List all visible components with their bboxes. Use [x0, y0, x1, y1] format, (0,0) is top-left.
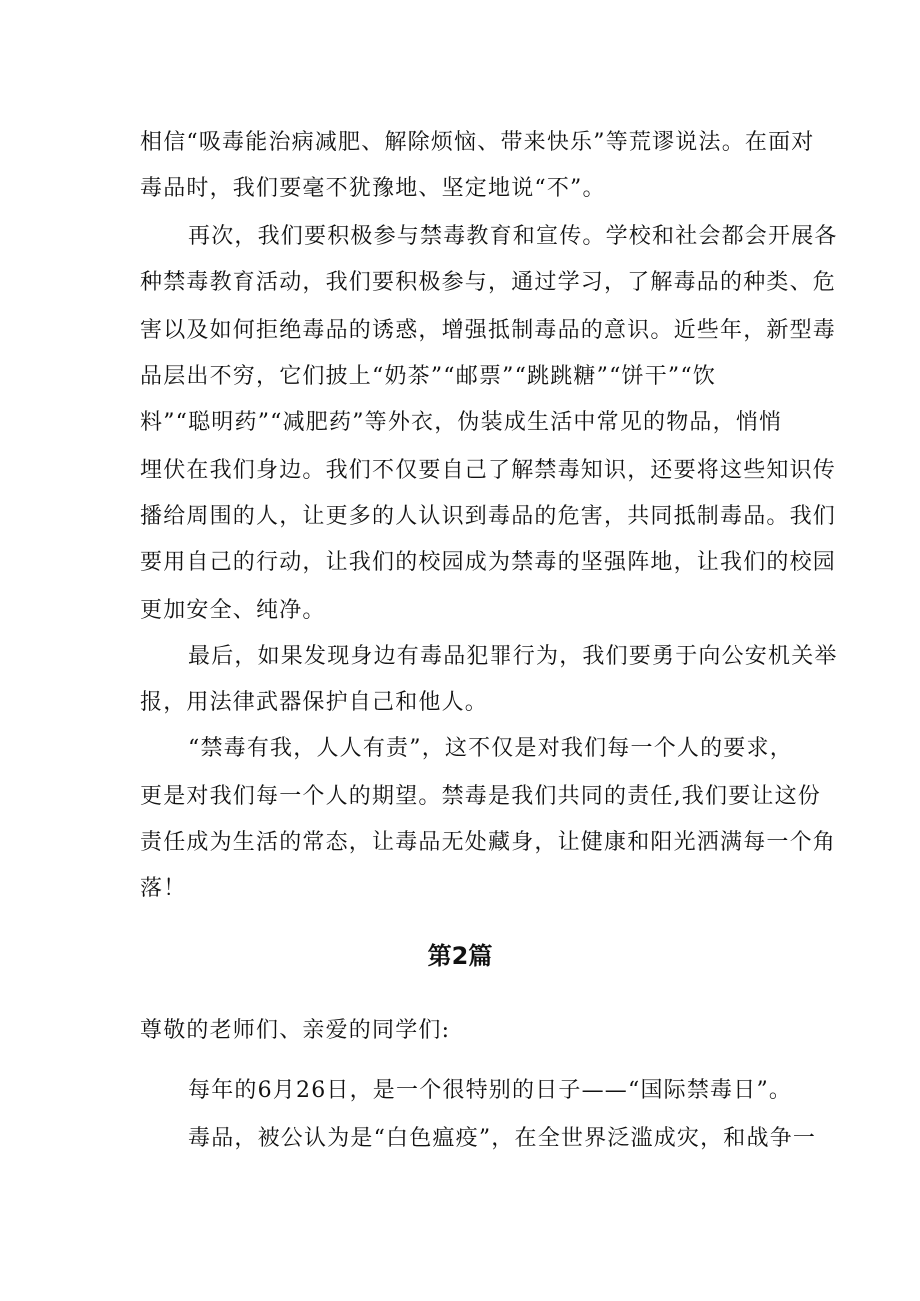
text-line: 再次，我们要积极参与禁毒教育和宣传。学校和社会都会开展各	[188, 224, 838, 249]
salutation: 尊敬的老师们、亲爱的同学们:	[140, 1018, 451, 1043]
text-line: 相信“吸毒能治病减肥、解除烦恼、带来快乐”等荒谬说法。在面对	[140, 130, 815, 155]
text-line: 要用自己的行动，让我们的校园成为禁毒的坚强阵地，让我们的校园	[140, 550, 837, 575]
text-line: 料”“聪明药”“减肥药”等外衣，伪装成生活中常见的物品，悄悄	[140, 410, 783, 435]
text-line: 毒品，被公认为是“白色瘟疫”，在全世界泛滥成灾，和战争一	[188, 1126, 817, 1151]
text-line: “禁毒有我，人人有责”，这不仅是对我们每一个人的要求，	[188, 736, 793, 761]
text-line: 更是对我们每一个人的期望。禁毒是我们共同的责任,我们要让这份	[140, 784, 821, 809]
text-line: 埋伏在我们身边。我们不仅要自己了解禁毒知识，还要将这些知识传	[140, 458, 837, 483]
section-heading: 第2篇	[427, 942, 493, 970]
text-line: 落！	[140, 876, 187, 901]
text-line: 害以及如何拒绝毒品的诱惑，增强抵制毒品的意识。近些年，新型毒	[140, 318, 837, 343]
text-line: 品层出不穷，它们披上“奶茶”“邮票”“跳跳糖”“饼干”“饮	[140, 364, 717, 389]
text-line: 报，用法律武器保护自己和他人。	[140, 690, 489, 715]
text-line: 种禁毒教育活动，我们要积极参与，通过学习，了解毒品的种类、危	[140, 270, 837, 295]
text-line: 播给周围的人，让更多的人认识到毒品的危害，共同抵制毒品。我们	[140, 504, 837, 529]
text-line: 责任成为生活的常态，让毒品无处藏身，让健康和阳光洒满每一个角	[140, 830, 837, 855]
text-line: 最后，如果发现身边有毒品犯罪行为，我们要勇于向公安机关举	[188, 644, 838, 669]
text-line: 每年的6月26日，是一个很特别的日子——“国际禁毒日”。	[188, 1078, 793, 1103]
text-line: 更加安全、纯净。	[140, 598, 326, 623]
text-line: 毒品时，我们要毫不犹豫地、坚定地说“不”。	[140, 176, 606, 201]
